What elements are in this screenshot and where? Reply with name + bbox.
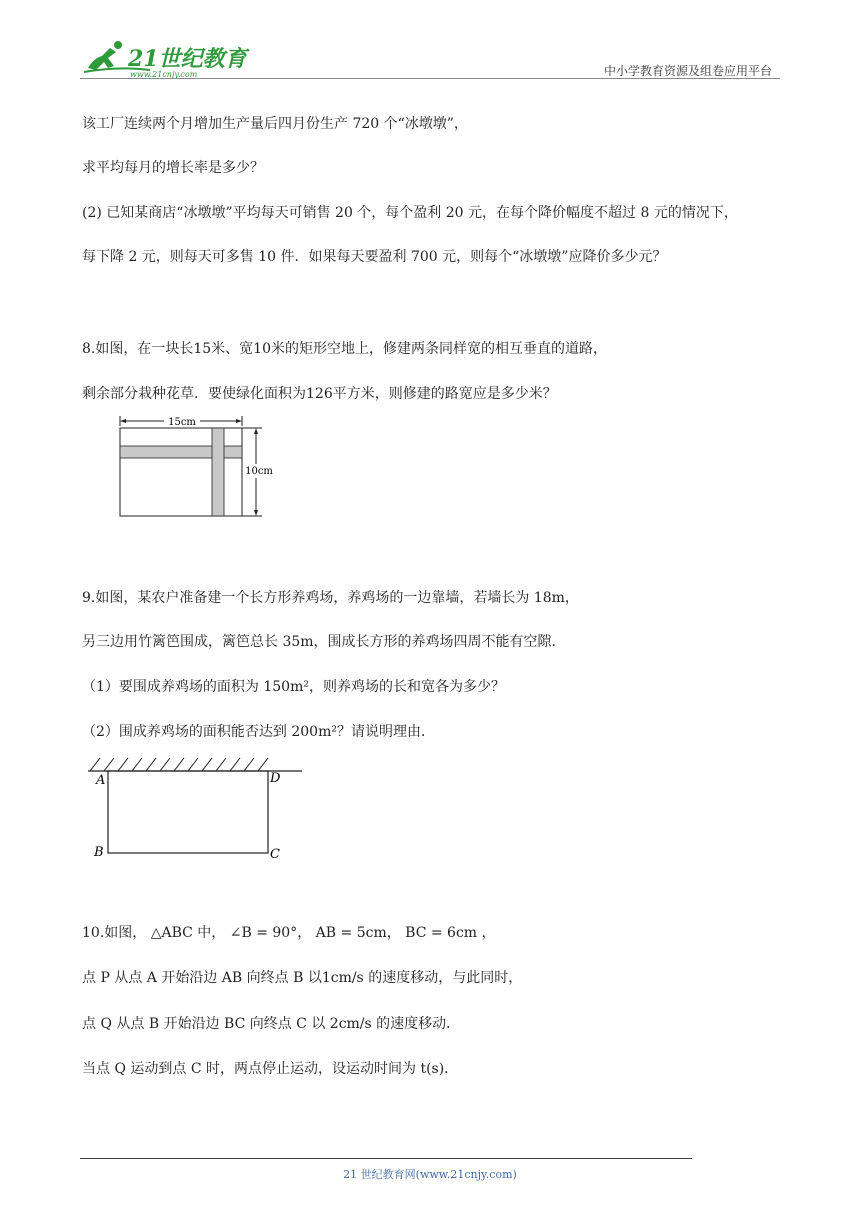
logo-text: 21世纪教育 [128, 46, 247, 72]
question-10-line: 10.如图， △ABC 中， ∠B = 90°， AB = 5cm， BC = 6cm ， [82, 925, 496, 941]
question-9-line: （1）要围成养鸡场的面积为 150m²，则养鸡场的长和宽各为多少？ [82, 679, 505, 695]
figure-8-width-label: 15cm [168, 417, 196, 428]
header-platform-title: 中小学教育资源及组卷应用平台 [603, 64, 772, 78]
question-8-line: 剩余部分栽种花草．要使绿化面积为126平方米，则修建的路宽应是多少米？ [82, 386, 557, 402]
figure-8-height-label: 10cm [245, 466, 273, 477]
label-b: B [94, 845, 104, 860]
question-9-line: （2）围成养鸡场的面积能否达到 200m²？请说明理由． [82, 724, 435, 740]
logo-url: www.21cnjy.com [130, 70, 198, 79]
label-c: C [270, 847, 280, 862]
logo-runner-icon [80, 36, 250, 80]
header-divider [80, 78, 780, 79]
question-9-line: 另三边用竹篱笆围成，篱笆总长 35m，围成长方形的养鸡场四周不能有空隙． [82, 634, 566, 650]
question-10-line: 当点 Q 运动到点 C 时，两点停止运动，设运动时间为 t(s)． [82, 1061, 459, 1077]
label-d: D [270, 771, 281, 786]
text-line: 该工厂连续两个月增加生产量后四月份生产 720 个“冰墩墩”， [82, 116, 468, 132]
text-line: 求平均每月的增长率是多少？ [82, 160, 264, 176]
figure-8-diagram [112, 412, 282, 524]
label-a: A [96, 773, 106, 788]
footer-link[interactable]: 21 世纪教育网(www.21cnjy.com) [343, 1168, 517, 1181]
vertical-road [212, 428, 224, 516]
coop-rectangle [108, 771, 268, 853]
question-10-line: 点 Q 从点 B 开始沿边 BC 向终点 C 以 2cm/s 的速度移动． [82, 1016, 461, 1032]
text-line: 每下降 2 元，则每天可多售 10 件．如果每天要盈利 700 元，则每个“冰墩墩”应降价多少元？ [82, 249, 667, 265]
text-line: (2) 已知某商店“冰墩墩”平均每天可销售 20 个，每个盈利 20 元，在每个降价幅度不超过 8 元的情况下， [82, 205, 738, 221]
question-10-line: 点 P 从点 A 开始沿边 AB 向终点 B 以1cm/s 的速度移动，与此同时， [82, 970, 523, 986]
question-9-line: 9.如图，某农户准备建一个长方形养鸡场，养鸡场的一边靠墙，若墙长为 18m， [82, 590, 579, 606]
site-logo[interactable] [80, 36, 250, 80]
figure-9-diagram [86, 754, 306, 864]
question-8-line: 8.如图，在一块长15米、宽10米的矩形空地上，修建两条同样宽的相互垂直的道路， [82, 341, 607, 357]
footer-divider [80, 1158, 692, 1159]
